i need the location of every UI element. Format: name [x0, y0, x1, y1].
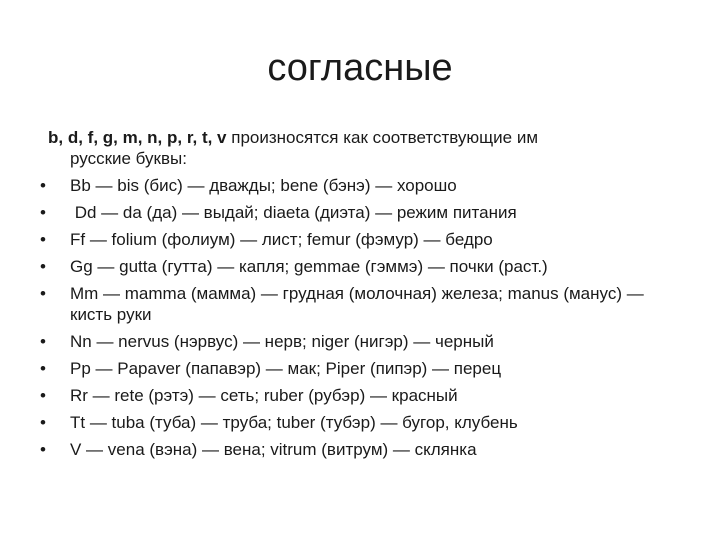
list-item-text: Nn — nervus (нэрвус) — нерв; niger (нигэр) — черный	[70, 332, 494, 351]
list-item	[38, 412, 678, 433]
list-item	[38, 331, 678, 352]
list-item	[38, 175, 678, 196]
list-item-text: Ff — folium (фолиум) — лист; femur (фэмур) — бедро	[70, 230, 493, 249]
list-item-text: Rr — rete (рэтэ) — сеть; ruber (рубэр) — красный	[70, 386, 458, 405]
intro-text-line-1: произносятся как соответствующие им	[226, 128, 539, 147]
bullet-icon: •	[40, 332, 46, 351]
bullet-icon: •	[40, 440, 46, 459]
consonant-list	[38, 175, 678, 460]
list-item	[38, 202, 678, 223]
consonant-letters: b, d, f, g, m, n, p, r, t, v	[48, 128, 227, 147]
bullet-icon: •	[40, 386, 46, 405]
list-item-text: Pp — Papaver (папавэр) — мак; Piper (пипэр) — перец	[70, 359, 502, 378]
bullet-icon: •	[40, 176, 46, 195]
list-item	[38, 358, 678, 379]
list-item	[38, 439, 678, 460]
list-item-text: Gg — gutta (гутта) — капля; gemmae (гэммэ) — почки (раст.)	[70, 257, 548, 276]
list-item-text: Bb — bis (бис) — дважды; bene (бэнэ) — хорошо	[70, 176, 457, 195]
list-item-text: Dd — da (да) — выдай; diaeta (диэта) — режим питания	[70, 203, 517, 222]
list-item	[38, 229, 678, 250]
bullet-icon: •	[40, 284, 46, 303]
bullet-icon: •	[40, 230, 46, 249]
list-item	[38, 256, 678, 277]
slide-title: согласные	[267, 47, 453, 89]
bullet-icon: •	[40, 203, 46, 222]
bullet-icon: •	[40, 359, 46, 378]
list-item-text: Mm — mamma (мамма) — грудная (молочная) железа; manus (манус) — кисть руки	[70, 284, 644, 324]
list-item-text: Tt — tuba (туба) — труба; tuber (тубэр) — бугор, клубень	[70, 413, 518, 432]
bullet-icon: •	[40, 413, 46, 432]
slide-content	[38, 127, 678, 460]
list-item	[38, 283, 678, 325]
intro-paragraph	[48, 127, 678, 169]
list-item	[38, 385, 678, 406]
intro-text-line-2: русские буквы:	[70, 149, 187, 168]
bullet-icon: •	[40, 257, 46, 276]
list-item-text: V — vena (вэна) — вена; vitrum (витрум) — склянка	[70, 440, 477, 459]
